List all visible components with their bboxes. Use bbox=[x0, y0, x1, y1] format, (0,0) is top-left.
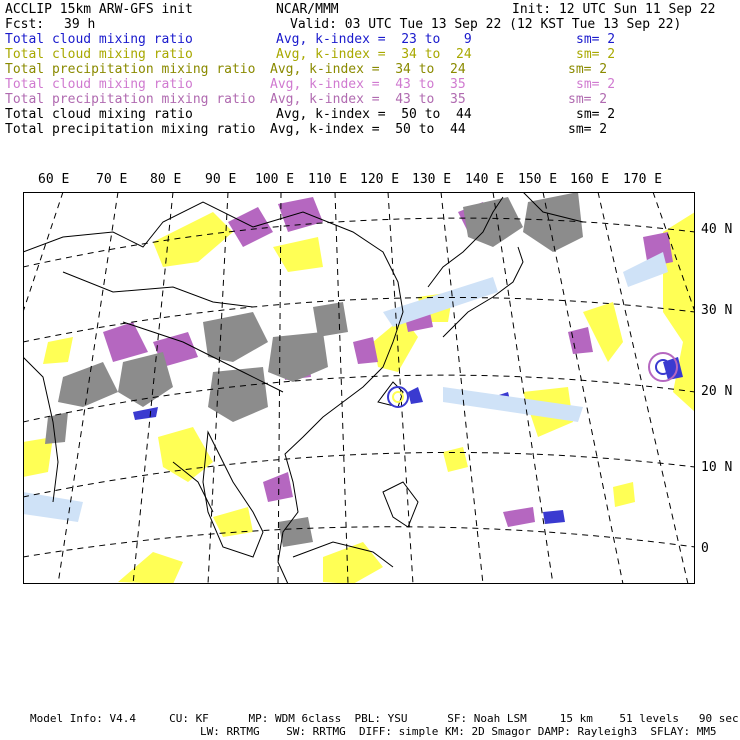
legend-field-name: Total precipitation mixing ratio bbox=[5, 62, 256, 77]
legend-k-index: Avg, k-index = 34 to 24 bbox=[276, 47, 472, 62]
forecast-hour: 39 h bbox=[64, 17, 96, 32]
legend-k-index: Avg, k-index = 50 to 44 bbox=[270, 122, 466, 137]
longitude-label: 130 E bbox=[412, 172, 452, 187]
latitude-label: 20 N bbox=[701, 384, 733, 399]
footer-model-info: Model Info: V4.4 CU: KF MP: WDM 6class PBL: YSU SF: Noah LSM 15 km 51 levels 90 sec bbox=[30, 712, 739, 725]
legend-k-index: Avg, k-index = 50 to 44 bbox=[276, 107, 472, 122]
longitude-label: 110 E bbox=[308, 172, 348, 187]
map-panel bbox=[23, 192, 695, 584]
legend-smoothing: sm= 2 bbox=[568, 62, 608, 77]
forecast-label: Fcst: bbox=[5, 17, 45, 32]
longitude-label: 100 E bbox=[255, 172, 295, 187]
latitude-label: 10 N bbox=[701, 460, 733, 475]
legend-k-index: Avg, k-index = 34 to 24 bbox=[270, 62, 466, 77]
longitude-label: 160 E bbox=[570, 172, 610, 187]
legend-k-index: Avg, k-index = 23 to 9 bbox=[276, 32, 472, 47]
legend-smoothing: sm= 2 bbox=[568, 122, 608, 137]
legend-smoothing: sm= 2 bbox=[568, 92, 608, 107]
legend-field-name: Total cloud mixing ratio bbox=[5, 47, 193, 62]
legend-field-name: Total cloud mixing ratio bbox=[5, 32, 193, 47]
valid-time: Valid: 03 UTC Tue 13 Sep 22 (12 KST Tue 13 Sep 22) bbox=[290, 17, 682, 32]
organization: NCAR/MMM bbox=[276, 2, 339, 17]
latitude-label: 40 N bbox=[701, 222, 733, 237]
legend-smoothing: sm= 2 bbox=[576, 107, 616, 122]
legend-field-name: Total cloud mixing ratio bbox=[5, 77, 193, 92]
model-title: ACCLIP 15km ARW-GFS init bbox=[5, 2, 193, 17]
legend-field-name: Total precipitation mixing ratio bbox=[5, 92, 256, 107]
longitude-label: 80 E bbox=[150, 172, 182, 187]
footer-physics-info: LW: RRTMG SW: RRTMG DIFF: simple KM: 2D Smagor DAMP: Rayleigh3 SFLAY: MM5 bbox=[200, 725, 717, 738]
longitude-label: 70 E bbox=[96, 172, 128, 187]
legend-k-index: Avg, k-index = 43 to 35 bbox=[270, 77, 466, 92]
legend-smoothing: sm= 2 bbox=[576, 32, 616, 47]
legend-field-name: Total cloud mixing ratio bbox=[5, 107, 193, 122]
legend-k-index: Avg, k-index = 43 to 35 bbox=[270, 92, 466, 107]
longitude-label: 60 E bbox=[38, 172, 70, 187]
latitude-label: 30 N bbox=[701, 303, 733, 318]
longitude-label: 150 E bbox=[518, 172, 558, 187]
legend-smoothing: sm= 2 bbox=[576, 47, 616, 62]
init-time: Init: 12 UTC Sun 11 Sep 22 bbox=[512, 2, 716, 17]
longitude-label: 90 E bbox=[205, 172, 237, 187]
legend-field-name: Total precipitation mixing ratio bbox=[5, 122, 256, 137]
legend-smoothing: sm= 2 bbox=[576, 77, 616, 92]
latitude-label: 0 bbox=[701, 541, 709, 556]
longitude-label: 170 E bbox=[623, 172, 663, 187]
longitude-label: 140 E bbox=[465, 172, 505, 187]
longitude-label: 120 E bbox=[360, 172, 400, 187]
